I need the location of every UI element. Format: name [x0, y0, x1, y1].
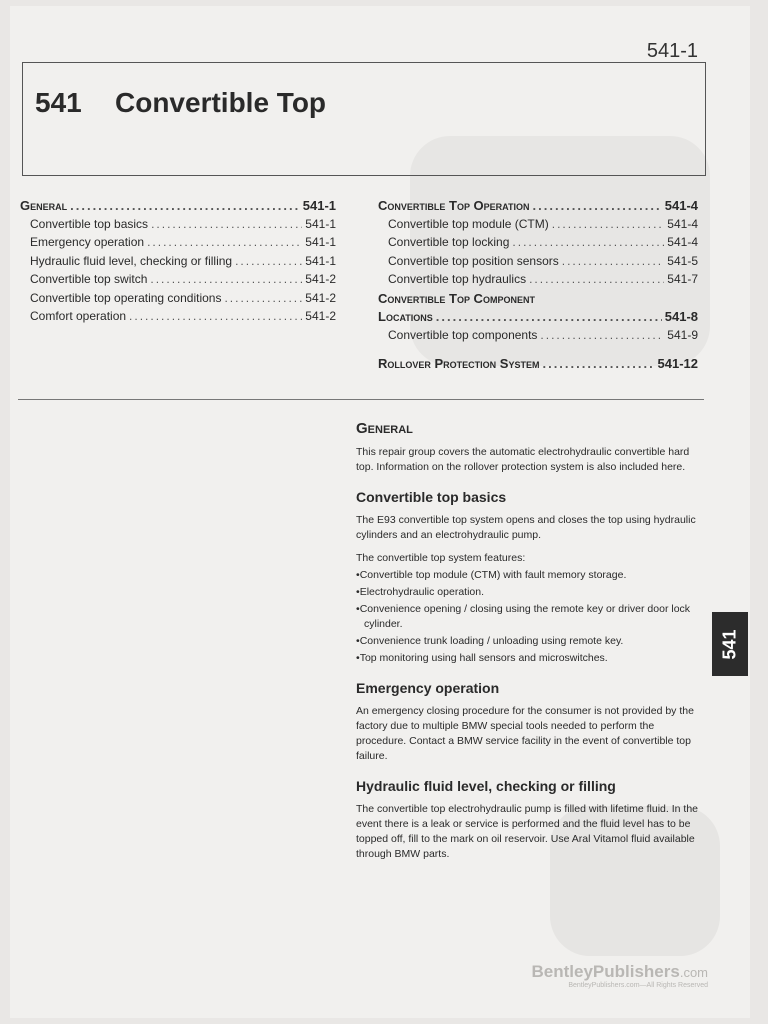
toc-entry	[378, 254, 698, 273]
section-divider	[18, 399, 704, 400]
toc-entry-page: 541-1	[305, 253, 336, 268]
toc-entry	[20, 198, 336, 217]
chapter-title-box	[22, 62, 706, 176]
toc-leader-dots	[436, 309, 662, 324]
chapter-side-tab	[712, 612, 748, 676]
toc-entry	[378, 272, 698, 291]
chapter-number: 541	[35, 87, 82, 118]
hydraulic-heading: Hydraulic fluid level, checking or filling	[356, 778, 616, 794]
toc-entry	[20, 217, 336, 236]
toc-leader-dots	[151, 217, 302, 231]
publisher-name: BentleyPublishers	[531, 962, 680, 981]
toc-entry	[378, 198, 698, 217]
toc-entry-label: Locations	[378, 309, 433, 324]
toc-leader-dots	[147, 235, 302, 249]
list-item: • Top monitoring using hall sensors and microswitches.	[356, 651, 706, 666]
copyright-notice: BentleyPublishers.com—All Rights Reserved	[568, 982, 708, 989]
toc-entry-page: 541-2	[305, 272, 336, 286]
toc-leader-dots	[552, 217, 665, 231]
publisher-logo	[532, 962, 709, 982]
toc-entry-label: Convertible Top Component	[378, 290, 535, 306]
toc-right-column	[378, 198, 698, 375]
toc-entry-label: Convertible top position sensors	[388, 253, 559, 268]
emergency-heading: Emergency operation	[356, 680, 500, 696]
list-item: • Convenience opening / closing using the remote key or driver door lock cylinder.	[356, 602, 706, 632]
toc-leader-dots	[70, 198, 300, 213]
emergency-text: An emergency closing procedure for the consumer is not provided by the factory due to multiple BMW special tools needed to perform the procedure. Contact a BMW service facility in the event of convertible top failure.	[356, 705, 694, 762]
basics-heading: Convertible top basics	[356, 489, 507, 505]
toc-entry	[378, 328, 698, 347]
toc-leader-dots	[529, 272, 664, 286]
toc-entry	[378, 235, 698, 254]
toc-entry	[378, 217, 698, 236]
toc-entry-page: 541-4	[664, 198, 698, 213]
toc-entry-page: 541-12	[657, 356, 698, 371]
toc-leader-dots	[512, 235, 664, 249]
toc-entry-label: Comfort operation	[30, 309, 127, 323]
toc-leader-dots	[542, 356, 654, 371]
toc-leader-dots	[150, 272, 302, 286]
features-list	[356, 568, 706, 666]
toc-entry	[378, 356, 698, 375]
toc-entry	[378, 291, 698, 310]
toc-leader-dots	[533, 198, 662, 213]
toc-entry-label: Convertible top operating conditions	[30, 290, 222, 305]
toc-entry-page: 541-2	[305, 290, 336, 305]
toc-entry-page: 541-9	[667, 327, 698, 342]
general-text: This repair group covers the automatic electrohydraulic convertible hard top. Information on the rollover protection system is also included here.	[356, 446, 690, 473]
toc-entry-label: Convertible top basics	[30, 216, 149, 231]
toc-entry-label: Convertible top locking	[388, 235, 510, 249]
toc-entry	[20, 254, 336, 273]
toc-entry	[20, 291, 336, 310]
toc-entry-page: 541-8	[664, 309, 698, 324]
toc-leader-dots	[224, 291, 302, 305]
toc-entry-label: Convertible top hydraulics	[388, 272, 527, 286]
toc-leader-dots	[129, 309, 302, 323]
toc-entry-page: 541-5	[667, 253, 698, 268]
toc-left-column	[20, 198, 336, 328]
toc-entry-label: Convertible Top Operation	[378, 198, 530, 213]
toc-leader-dots	[562, 254, 665, 268]
list-item: • Convertible top module (CTM) with fault memory storage.	[356, 568, 706, 583]
toc-entry-label: Convertible top module (CTM)	[388, 216, 549, 231]
toc-leader-dots	[235, 254, 302, 268]
page-number: 541-1	[646, 40, 698, 62]
toc-entry	[20, 235, 336, 254]
toc-entry-page: 541-7	[667, 272, 698, 286]
toc-entry-label: Hydraulic fluid level, checking or filling	[30, 253, 233, 268]
list-item: • Electrohydraulic operation.	[356, 585, 706, 600]
hydraulic-text: The convertible top electrohydraulic pump is filled with lifetime fluid. In the event there is a leak or service is performed and the fluid level has to be topped off, fill to the mark on oil reservoir. Use Aral Vitamol fluid available through BMW parts.	[356, 803, 698, 860]
toc-entry-label: Emergency operation	[30, 235, 145, 249]
toc-entry	[378, 346, 698, 356]
main-content	[356, 420, 706, 870]
toc-entry-page: 541-4	[667, 216, 698, 231]
toc-entry-page: 541-1	[302, 198, 336, 213]
publisher-suffix: .com	[679, 965, 708, 980]
list-item: • Convenience trunk loading / unloading using remote key.	[356, 634, 706, 649]
toc-entry-label: Rollover Protection System	[378, 356, 540, 371]
toc-entry-page: 541-2	[305, 309, 336, 323]
toc-leader-dots	[540, 328, 664, 342]
toc-entry	[20, 272, 336, 291]
toc-entry-page: 541-4	[667, 235, 698, 249]
toc-entry-page: 541-1	[305, 216, 336, 231]
chapter-title: Convertible Top	[115, 87, 327, 118]
toc-entry	[20, 309, 336, 328]
features-intro: The convertible top system features:	[356, 552, 526, 564]
basics-text: The E93 convertible top system opens and closes the top using hydraulic cylinders and an electrohydraulic pump.	[356, 514, 696, 541]
toc-entry-label: General	[20, 198, 68, 213]
side-tab-label: 541	[719, 628, 740, 660]
toc-entry	[378, 309, 698, 328]
toc-entry-page: 541-1	[305, 235, 336, 249]
general-heading: General	[356, 420, 413, 437]
toc-entry-label: Convertible top switch	[30, 272, 148, 286]
toc-entry-label: Convertible top components	[388, 327, 538, 342]
